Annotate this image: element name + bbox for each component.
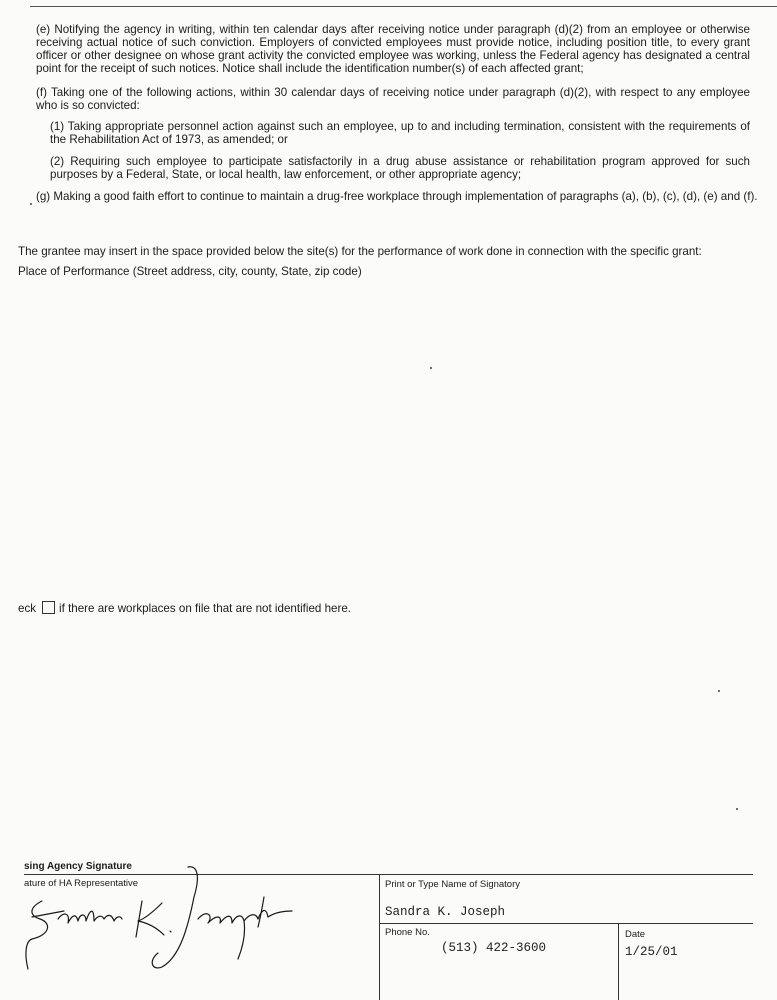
date-column-divider bbox=[618, 923, 619, 1000]
phone-value: (513) 422-3600 bbox=[441, 941, 547, 955]
scan-speck bbox=[718, 690, 720, 692]
clause-g: (g) Making a good faith effort to continue to maintain a drug-free workplace through implementation of paragraphs (a), (b), (c), (d), (e) and (f). bbox=[36, 190, 758, 203]
check-text: if there are workplaces on file that are not identified here. bbox=[59, 602, 351, 615]
clause-f2: (2) Requiring such employee to participate satisfactorily in a drug abuse assistance or rehabilitation program approved for such purposes by a Federal, State, or local health, law enforcement, or other appropriate agency; bbox=[50, 155, 750, 181]
place-of-performance-label: Place of Performance (Street address, city, county, State, zip code) bbox=[18, 265, 362, 278]
phone-label: Phone No. bbox=[385, 927, 430, 938]
agency-signature-label: sing Agency Signature bbox=[24, 861, 132, 872]
phone-row-rule bbox=[379, 923, 753, 924]
name-column-divider bbox=[379, 874, 380, 1000]
clause-e: (e) Notifying the agency in writing, within ten calendar days after receiving notice under paragraph (d)(2) from an employee or otherwise receiving actual notice of such conviction. Employers of convicted employees must provide notice, including position title, to every grant officer or other designee on whose grant activity the convicted employee was working, unless the Federal agency has designated a central point for the receipt of such notices. Notice shall include the identification number(s) of each affected grant; bbox=[36, 23, 750, 75]
scan-speck bbox=[736, 808, 738, 810]
handwritten-signature bbox=[24, 857, 364, 1000]
date-label: Date bbox=[625, 929, 646, 940]
print-name-label: Print or Type Name of Signatory bbox=[385, 879, 520, 890]
date-value: 1/25/01 bbox=[625, 945, 678, 959]
print-name-value: Sandra K. Joseph bbox=[385, 905, 506, 919]
clause-f: (f) Taking one of the following actions, within 30 calendar days of receiving notice under paragraph (d)(2), with respect to any employee who is so convicted: bbox=[36, 86, 750, 112]
scan-speck bbox=[430, 367, 432, 369]
scan-speck bbox=[30, 203, 32, 205]
signature-block bbox=[24, 857, 777, 1000]
top-rule bbox=[30, 6, 777, 7]
clause-f1: (1) Taking appropriate personnel action against such an employee, up to and including termination, consistent with the requirements of the Rehabilitation Act of 1973, as amended; or bbox=[50, 120, 750, 146]
other-workplaces-check bbox=[18, 601, 351, 616]
instructions-text: The grantee may insert in the space provided below the site(s) for the performance of work done in connection with the specific grant: bbox=[18, 245, 702, 258]
workplaces-checkbox[interactable] bbox=[42, 601, 55, 614]
check-prefix: eck bbox=[18, 602, 37, 615]
rep-signature-label: ature of HA Representative bbox=[24, 878, 139, 889]
